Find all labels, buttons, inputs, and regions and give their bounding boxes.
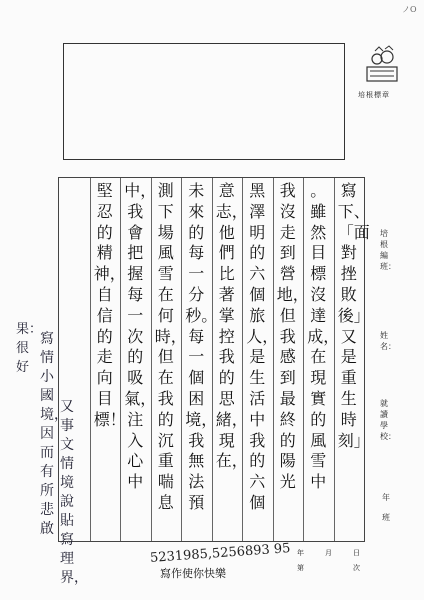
essay-column: 黑澤明的六個旅人，是生活中我的六個 [246, 181, 279, 512]
class-label: 班 [382, 513, 390, 522]
teacher-comment-a: 又事文情境說貼寫理界， [60, 399, 88, 586]
footer-month: 年 [297, 549, 304, 557]
school-label: 就讀學校： [380, 399, 396, 441]
essay-column: 。雖然目標沒達成，在現實的風雪中 [307, 181, 340, 492]
grid-divider [303, 178, 304, 541]
grid-divider [90, 178, 91, 541]
footer-count: 次 [353, 564, 360, 572]
slogan: 寫作使你快樂 [160, 567, 226, 580]
grid-divider [212, 178, 213, 541]
grid-divider [151, 178, 152, 541]
grid-divider [181, 178, 182, 541]
grid-divider [273, 178, 274, 541]
grid-divider [242, 178, 243, 541]
essay-column: 測下場風雪在何時，但在我的沉重喘息 [154, 181, 187, 512]
footer-issue: 第 [297, 564, 304, 572]
essay-column: 我沒走到營地，但我感到最終的陽光 [276, 181, 309, 492]
year-label: 年 [382, 493, 390, 502]
stamp-label: 培根標章 [358, 91, 390, 99]
class-site-label: 培根編班： [380, 229, 396, 271]
teacher-comment-b: 寫情小國境，因而有所悲啟 [40, 331, 68, 537]
grid-divider [334, 178, 335, 541]
essay-column: 意志，他們比著掌控我的思緒，現在， [215, 181, 248, 471]
essay-column: 寫下、「面對挫敗後」又是重生時刻」 [337, 181, 370, 450]
essay-column: 中，我會把握每一次的吸氣，注入心中 [124, 181, 157, 492]
score: 5231985,5256893 95 [149, 541, 291, 566]
grid-divider [120, 178, 121, 541]
comment-box [63, 43, 345, 160]
footer-date: 日 [353, 549, 360, 557]
corner-mark: ノO [402, 5, 417, 14]
writing-grid [58, 177, 370, 542]
footer-day: 月 [325, 549, 332, 557]
essay-column: 未來的每一分秒。每一個困境，我無法預 [185, 181, 218, 512]
name-label: 姓名： [380, 331, 396, 351]
stamp-seal-icon [365, 45, 399, 85]
teacher-comment-c: 果：很好 [16, 322, 43, 375]
essay-column: 堅忍的精神，自信的走向目標！ [93, 181, 126, 429]
